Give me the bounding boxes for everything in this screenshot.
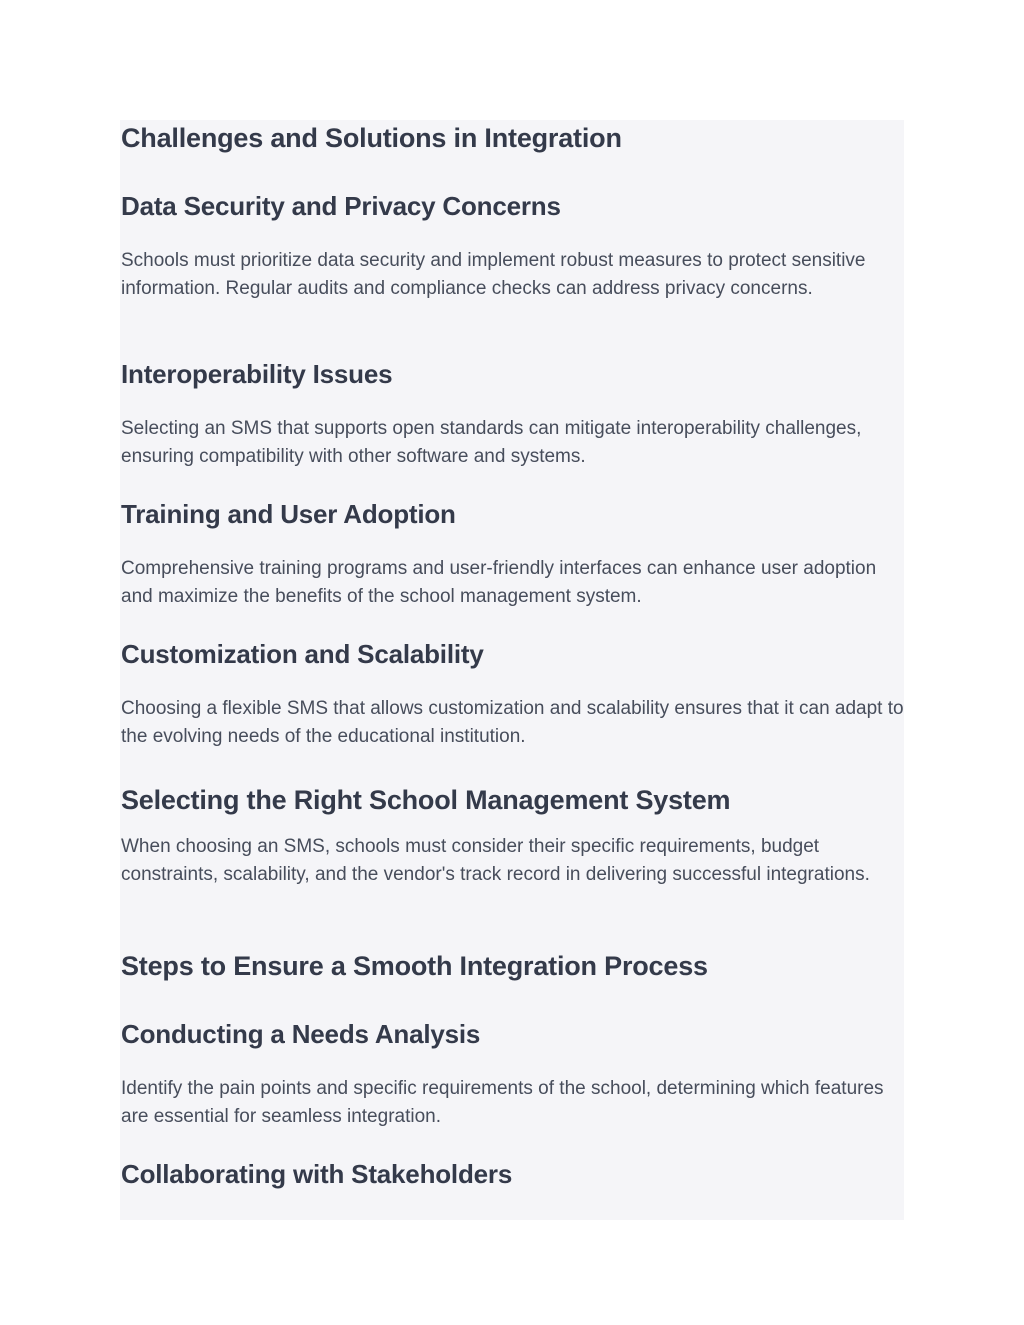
section-title-selecting-sms: Selecting the Right School Management System [121,785,731,815]
subsection-heading-interoperability: Interoperability Issues [121,359,393,389]
subsection-heading-customization: Customization and Scalability [121,639,484,669]
subsection-heading-needs-analysis: Conducting a Needs Analysis [121,1019,481,1049]
paragraph-training: Comprehensive training programs and user-friendly interfaces can enhance user adoption and maximize the benefits of the school management system. [121,558,877,607]
paragraph-selecting-sms: When choosing an SMS, schools must consider their specific requirements, budget constraints, scalability, and the vendor's track record in delivering successful integrations. [121,836,870,885]
paragraph-needs-analysis: Identify the pain points and specific requirements of the school, determining which features are essential for seamless integration. [121,1078,884,1127]
paragraph-interoperability: Selecting an SMS that supports open standards can mitigate interoperability challenges, ensuring compatibility with other software and systems. [121,418,862,467]
paragraph-customization: Choosing a flexible SMS that allows customization and scalability ensures that it can adapt to the evolving needs of the educational institution. [121,698,904,747]
subsection-heading-data-security: Data Security and Privacy Concerns [121,191,561,221]
section-title-integration-steps: Steps to Ensure a Smooth Integration Process [121,951,708,981]
paragraph-data-security: Schools must prioritize data security and implement robust measures to protect sensitive information. Regular audits and compliance checks can address privacy concerns. [121,250,866,299]
subsection-heading-stakeholders: Collaborating with Stakeholders [121,1159,513,1189]
section-title-challenges: Challenges and Solutions in Integration [121,123,622,153]
subsection-heading-training: Training and User Adoption [121,499,456,529]
